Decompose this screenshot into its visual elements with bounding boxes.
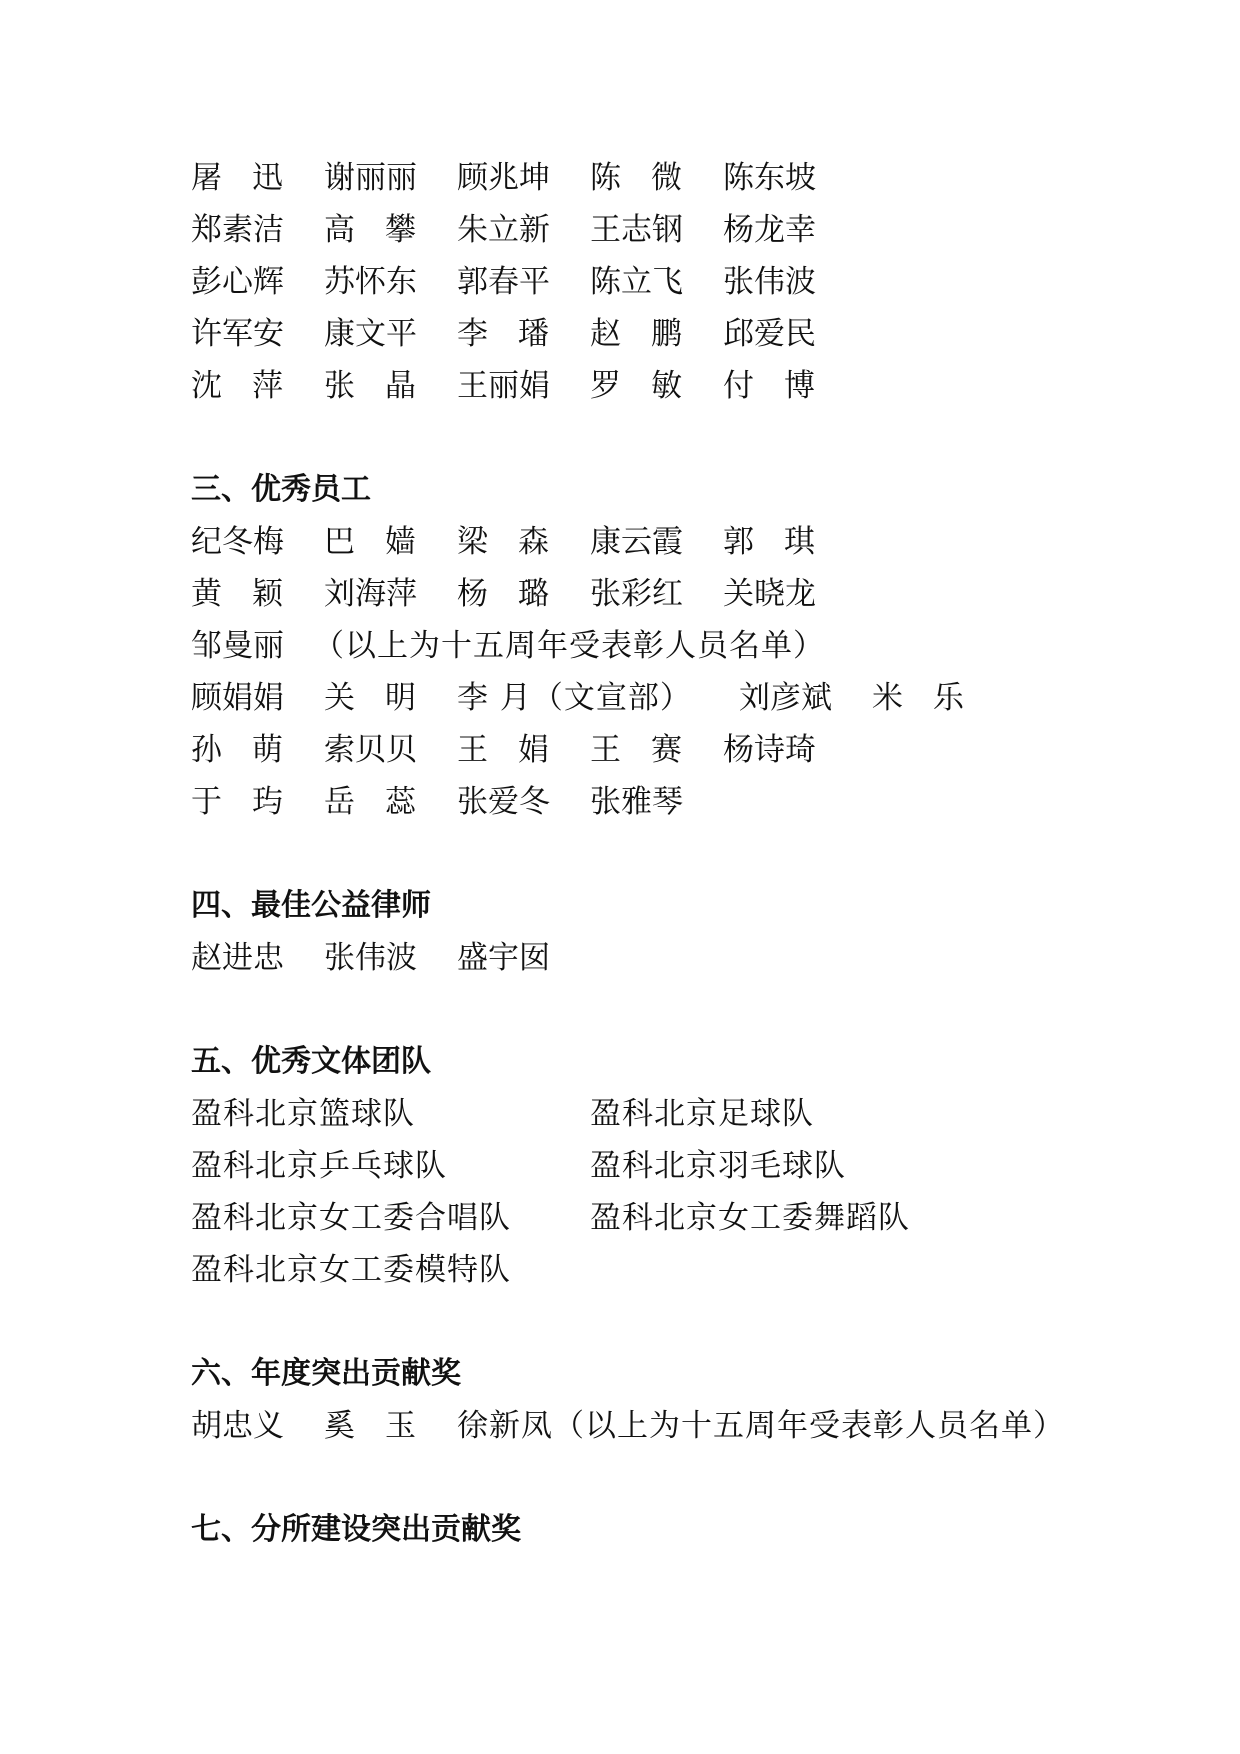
name: 于 玙	[191, 784, 283, 820]
section-heading: 五、优秀文体团队	[191, 1044, 431, 1079]
name: 顾娟娟	[191, 680, 284, 716]
name: 郭春平	[457, 264, 550, 300]
name: 康文平	[324, 316, 417, 352]
name: 李 璠	[457, 316, 549, 352]
name: 朱立新	[457, 212, 550, 248]
name: 关晓龙	[723, 576, 816, 612]
name: 王丽娟	[457, 368, 550, 404]
section-heading: 四、最佳公益律师	[191, 888, 431, 923]
name: 孙 萌	[191, 732, 283, 768]
name: 赵 鹏	[590, 316, 682, 352]
team-name: 盈科北京足球队	[590, 1096, 814, 1132]
team-name: 盈科北京篮球队	[191, 1096, 415, 1132]
name: 张伟波	[324, 940, 417, 976]
name: 陈立飞	[590, 264, 683, 300]
name: 高 攀	[324, 212, 416, 248]
name: 杨 璐	[457, 576, 549, 612]
name: 陈东坡	[723, 160, 816, 196]
name: 纪冬梅	[191, 524, 284, 560]
name: 关 明	[324, 680, 416, 716]
note: （以上为十五周年受表彰人员名单）	[313, 628, 825, 664]
name: 杨龙幸	[723, 212, 816, 248]
section-heading: 七、分所建设突出贡献奖	[191, 1512, 521, 1547]
name: 王志钢	[590, 212, 683, 248]
name: 刘彦斌	[739, 680, 832, 716]
name: 米 乐	[872, 680, 964, 716]
name: 顾兆坤	[457, 160, 550, 196]
section-heading: 六、年度突出贡献奖	[191, 1356, 461, 1391]
name: 李 月（文宣部）	[457, 680, 692, 716]
name: 黄 颖	[191, 576, 283, 612]
team-name: 盈科北京羽毛球队	[590, 1148, 846, 1184]
name: 康云霞	[590, 524, 683, 560]
name: 赵进忠	[191, 940, 284, 976]
team-name: 盈科北京女工委舞蹈队	[590, 1200, 910, 1236]
name: 岳 蕊	[324, 784, 416, 820]
name: 王 娟	[457, 732, 549, 768]
name: 谢丽丽	[324, 160, 417, 196]
name: 许军安	[191, 316, 284, 352]
name: 胡忠义	[191, 1408, 284, 1444]
name: 张雅琴	[590, 784, 683, 820]
name: 徐新凤（以上为十五周年受表彰人员名单）	[457, 1408, 1065, 1444]
name: 王 赛	[590, 732, 682, 768]
name: 梁 森	[457, 524, 549, 560]
name: 苏怀东	[324, 264, 417, 300]
name: 张伟波	[723, 264, 816, 300]
name: 邹曼丽	[191, 628, 284, 664]
section-heading: 三、优秀员工	[191, 472, 371, 507]
name: 奚 玉	[324, 1408, 416, 1444]
name: 巴 嫱	[324, 524, 416, 560]
name: 彭心辉	[191, 264, 284, 300]
team-name: 盈科北京女工委模特队	[191, 1252, 511, 1288]
name: 沈 萍	[191, 368, 283, 404]
team-name: 盈科北京乒乓球队	[191, 1148, 447, 1184]
name: 盛宇囡	[457, 940, 550, 976]
name: 张 晶	[324, 368, 416, 404]
name: 刘海萍	[324, 576, 417, 612]
name: 郭 琪	[723, 524, 815, 560]
team-name: 盈科北京女工委合唱队	[191, 1200, 511, 1236]
name: 邱爱民	[723, 316, 816, 352]
name: 张彩红	[590, 576, 683, 612]
name: 张爱冬	[457, 784, 550, 820]
name: 陈 微	[590, 160, 682, 196]
name: 屠 迅	[191, 160, 283, 196]
name: 罗 敏	[590, 368, 682, 404]
name: 索贝贝	[324, 732, 417, 768]
name: 付 博	[723, 368, 815, 404]
name: 杨诗琦	[723, 732, 816, 768]
name: 郑素洁	[191, 212, 284, 248]
